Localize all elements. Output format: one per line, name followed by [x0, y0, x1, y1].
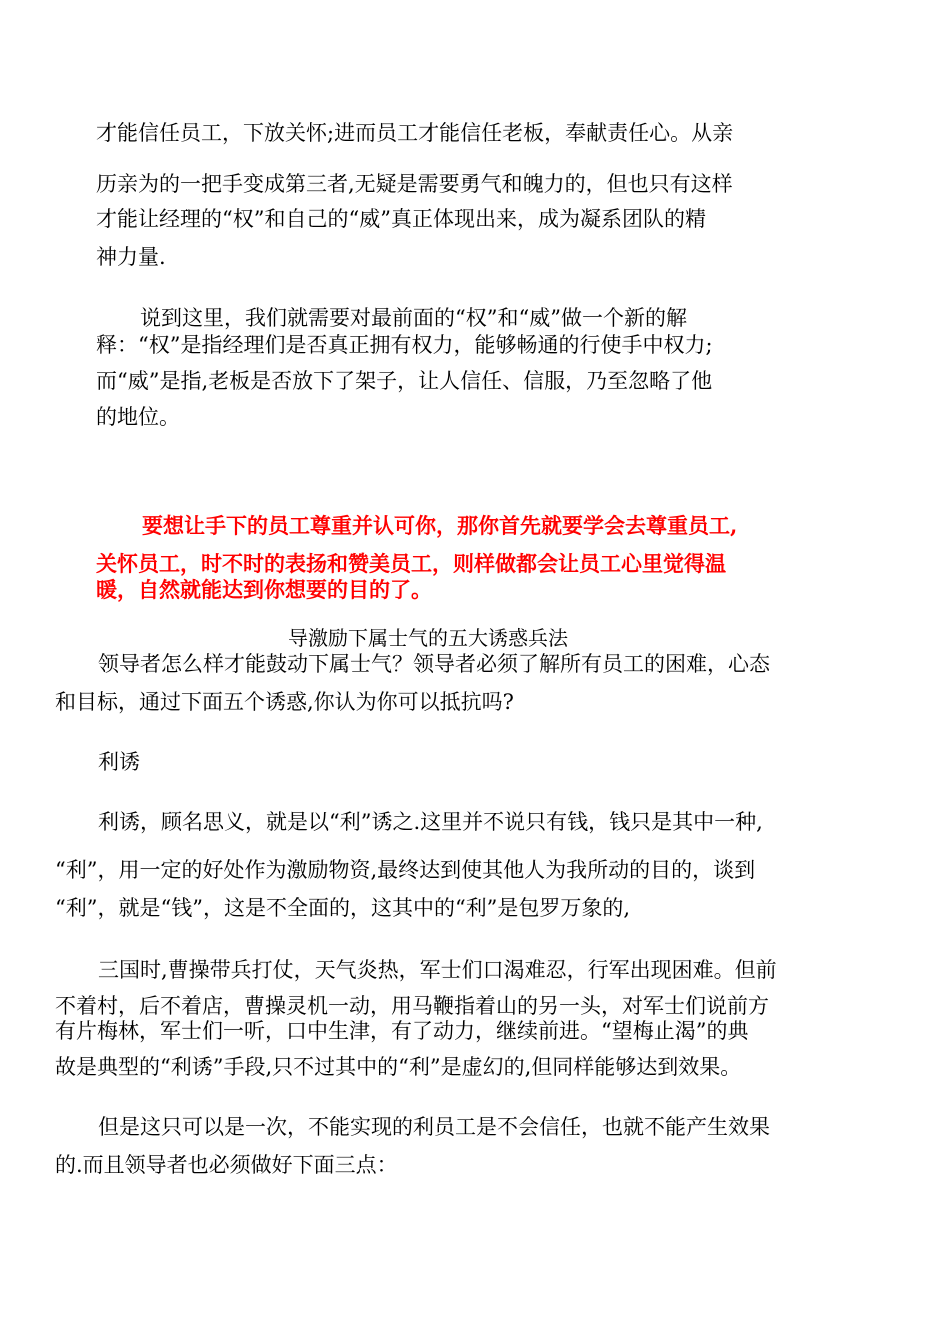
- text-line: 的地位。: [96, 405, 180, 429]
- text-line: 说到这里，我们就需要对最前面的“权”和“威”做一个新的解: [140, 306, 687, 330]
- text-line: “利”，就是“钱”，这是不全面的，这其中的“利”是包罗万象的,: [55, 896, 631, 920]
- text-line: 不着村，后不着店，曹操灵机一动，用马鞭指着山的另一头，对军士们说前方: [55, 994, 769, 1018]
- text-line: “利”，用一定的好处作为激励物资,最终达到使其他人为我所动的目的，谈到: [55, 858, 756, 882]
- highlight-line: 关怀员工，时不时的表扬和赞美员工，则样做都会让员工心里觉得温: [96, 551, 726, 576]
- text-line: 故是典型的“利诱”手段,只不过其中的“利”是虚幻的,但同样能够达到效果。: [55, 1055, 742, 1079]
- text-line: 利诱，顾名思义，就是以“利”诱之.这里并不说只有钱，钱只是其中一种,: [98, 810, 763, 834]
- text-line: 历亲为的一把手变成第三者,无疑是需要勇气和魄力的，但也只有这样: [96, 172, 733, 196]
- text-line: 领导者怎么样才能鼓动下属士气？领导者必须了解所有员工的困难，心态: [98, 652, 770, 676]
- highlight-line: 暖，自然就能达到你想要的目的了。: [96, 577, 432, 602]
- subheading-profit-lure: 利诱: [98, 750, 140, 774]
- section-title: 导激励下属士气的五大诱惑兵法: [288, 626, 568, 650]
- text-line: 的.而且领导者也必须做好下面三点：: [55, 1153, 398, 1177]
- text-line: 而“威”是指,老板是否放下了架子，让人信任、信服，乃至忽略了他: [96, 369, 713, 393]
- highlight-line: 要想让手下的员工尊重并认可你，那你首先就要学会去尊重员工,: [142, 513, 738, 538]
- text-line: 神力量.: [96, 245, 166, 269]
- text-line: 和目标，通过下面五个诱惑,你认为你可以抵抗吗?: [55, 690, 514, 714]
- text-line: 但是这只可以是一次，不能实现的利员工是不会信任，也就不能产生效果: [98, 1115, 770, 1139]
- text-line: 释：“权”是指经理们是否真正拥有权力，能够畅通的行使手中权力;: [96, 333, 713, 357]
- text-line: 才能让经理的“权”和自己的“威”真正体现出来，成为凝系团队的精: [96, 207, 706, 231]
- text-line: 才能信任员工，下放关怀;进而员工才能信任老板，奉献责任心。从亲: [96, 121, 734, 145]
- text-line: 有片梅林，军士们一听，口中生津，有了动力，继续前进。“望梅止渴”的典: [55, 1019, 749, 1043]
- text-line: 三国时,曹操带兵打仗，天气炎热，军士们口渴难忍，行军出现困难。但前: [98, 958, 777, 982]
